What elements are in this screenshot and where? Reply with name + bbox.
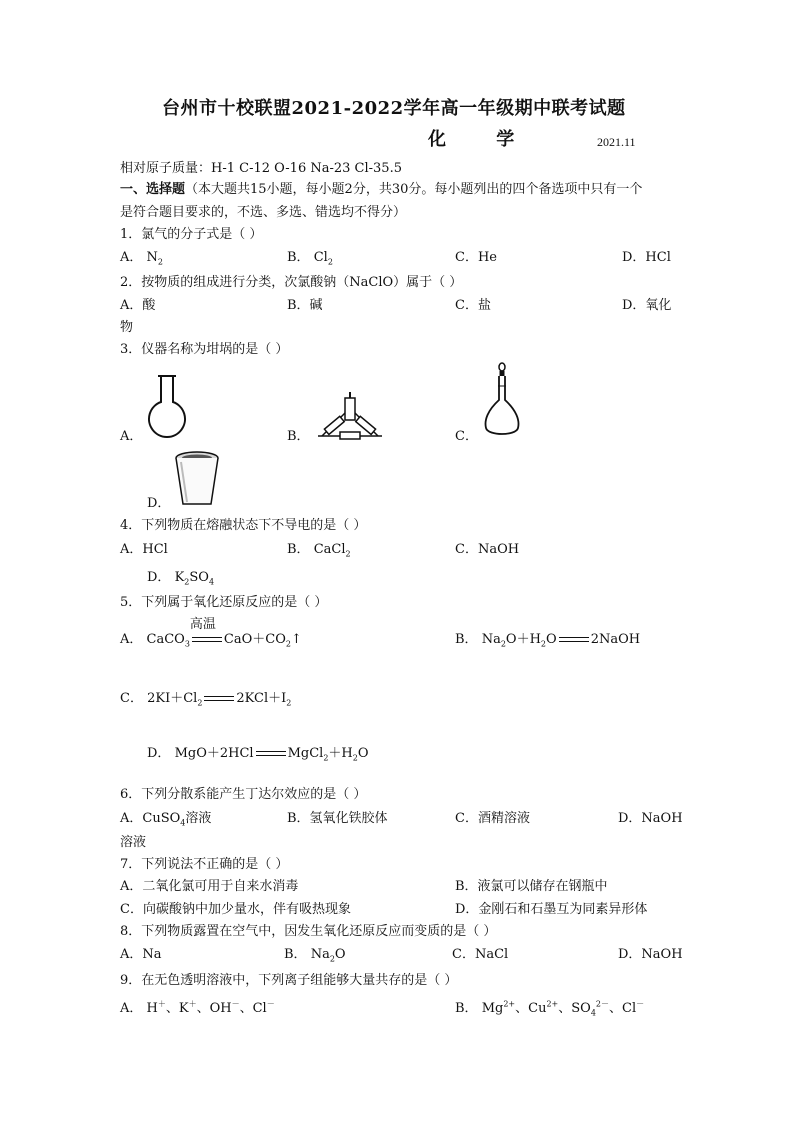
volumetric-flask-icon [482, 362, 522, 440]
q7-option-d: D．金刚石和石墨互为同素异形体 [455, 902, 648, 917]
reaction-condition: 高温 [189, 617, 216, 632]
q5-d-label: D． [147, 746, 171, 761]
question-1-stem: 1．氯气的分子式是（ ） [120, 227, 263, 242]
atomic-masses: 相对原子质量：H-1 C-12 O-16 Na-23 Cl-35.5 [120, 161, 402, 176]
question-5-stem: 5．下列属于氧化还原反应的是（ ） [120, 595, 328, 610]
q8-option-c: C．NaCl [452, 947, 509, 962]
question-7-stem: 7．下列说法不正确的是（ ） [120, 857, 289, 872]
q4-option-b: B． CaCl$_2$ [287, 542, 351, 559]
q4-option-d: D． $K_2SO_4$ [147, 570, 215, 587]
q9-a-label: A． [120, 1001, 143, 1016]
q8-option-b: B． $Na_2O$ [284, 947, 346, 964]
q5-option-d: D． MgO＋2HCl $MgCl_2+H_2O$ [147, 746, 369, 763]
q3-option-c-label: C． [455, 429, 478, 444]
q3-option-a-label: A． [120, 429, 143, 444]
reaction-equals-sign [192, 637, 222, 642]
q4-option-a: A．HCl [120, 542, 168, 557]
q6-option-a: A．CuSO$_4$溶液 [120, 811, 212, 828]
question-8-stem: 8．下列物质露置在空气中，因发生氧化还原反应而变质的是（ ） [120, 924, 497, 939]
exam-title: 台州市十校联盟2021-2022学年高一年级期中联考试题 [162, 98, 626, 119]
q4-b-label: B． [287, 542, 310, 557]
q8-b-label: B． [284, 947, 307, 962]
section-title: 一、选择题 [120, 182, 186, 197]
q7-option-a: A．二氧化氯可用于自来水消毒 [120, 879, 299, 894]
q5-a-label: A． [120, 632, 143, 647]
q6-a-tail: 溶液 [185, 811, 212, 826]
section-note-line1: （本大题共15小题，每小题2分，共30分。每小题列出的四个备选项中只有一个 [185, 182, 643, 197]
q1-option-b: B． $Cl_2$ [287, 250, 333, 267]
crucible-icon [173, 450, 221, 508]
q2-option-d-wrap: 物 [120, 320, 134, 335]
q2-option-a: A．酸 [120, 298, 156, 313]
q1-option-a: A． $N_2$ [120, 250, 163, 267]
q7-option-c: C．向碳酸钠中加少量水，伴有吸热现象 [120, 902, 351, 917]
q6-option-d: D．NaOH [618, 811, 683, 826]
q9-b-label: B． [455, 1001, 478, 1016]
reaction-equals-sign [256, 751, 286, 756]
q9-option-a: A． H＋、K＋、OH－、Cl－ [120, 999, 275, 1016]
question-6-stem: 6．下列分散系能产生丁达尔效应的是（ ） [120, 787, 367, 802]
round-bottom-flask-icon [144, 372, 190, 442]
q9-option-b: B． $Mg^{2+}$、$Cu^{2+}$、$SO_4^{2-}$、Cl－ [455, 999, 645, 1018]
q7-option-b: B．液氯可以储存在钢瓶中 [455, 879, 608, 894]
q5-b-label: B． [455, 632, 478, 647]
question-9-stem: 9．在无色透明溶液中，下列离子组能够大量共存的是（ ） [120, 973, 458, 988]
q5-option-b: B． $Na_2O+H_2O$ 2NaOH [455, 632, 641, 649]
q4-d-label: D． [147, 570, 171, 585]
q2-option-c: C．盐 [455, 298, 491, 313]
q5-c-label: C． [120, 691, 143, 706]
section-heading [120, 183, 642, 196]
q2-option-b: B．碱 [287, 298, 323, 313]
q8-option-d: D．NaOH [618, 947, 683, 962]
q2-option-d: D．氧化 [622, 298, 672, 313]
exam-date: 2021.11 [597, 135, 636, 149]
subject-heading: 化 学 [428, 129, 537, 150]
q4-option-c: C．NaOH [455, 542, 520, 557]
question-2-stem: 2．按物质的组成进行分类，次氯酸钠（NaClO）属于（ ） [120, 275, 463, 290]
reaction-equals-sign [204, 696, 234, 701]
q6-option-b: B．氢氧化铁胶体 [287, 811, 388, 826]
q5-option-a: A． CaCO$_3$ 高温 $CaO+CO_2↑$ [120, 617, 302, 649]
section-note-line2: 是符合题目要求的，不选、多选、错选均不得分） [120, 205, 407, 220]
reaction-equals-sign [559, 637, 589, 642]
q3-option-d-label: D． [147, 496, 171, 511]
q1-option-c: C．He [455, 250, 497, 265]
question-4-stem: 4．下列物质在熔融状态下不导电的是（ ） [120, 518, 367, 533]
q5-option-c: C． $2KI+Cl_2$ $2KCl+I_2$ [120, 691, 292, 708]
q1-b-label: B． [287, 250, 310, 265]
q3-option-b-label: B． [287, 429, 310, 444]
question-3-stem: 3．仪器名称为坩埚的是（ ） [120, 342, 289, 357]
q6-option-d-wrap: 溶液 [120, 835, 147, 850]
q8-option-a: A．Na [120, 947, 162, 962]
q1-a-label: A． [120, 250, 143, 265]
clay-triangle-icon [314, 390, 386, 442]
q1-option-d: D．HCl [622, 250, 671, 265]
q6-option-c: C．酒精溶液 [455, 811, 530, 826]
q6-a-label: A． [120, 811, 143, 826]
